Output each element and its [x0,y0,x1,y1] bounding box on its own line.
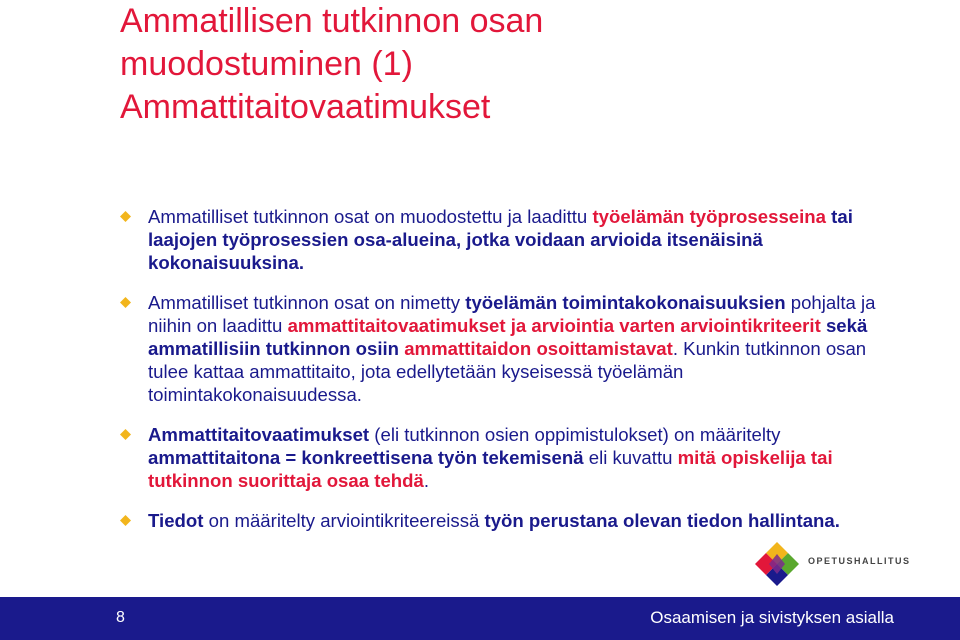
bullet-text-segment: tai laajojen työprosessien osa-alueina, jotka voidaan arvioida itsenäisinä kokonaisuuksina. [148,206,853,273]
bullet-text-segment: sekä ammatillisiin tutkinnon osiin [148,315,868,359]
bullet-item [120,291,880,406]
bullet-text-segment: Ammatilliset tutkinnon osat on muodostettu ja laadittu [148,206,593,227]
bullet-text-segment: työelämän toimintakokonaisuuksien [465,292,786,313]
bullet-text-segment: . Kunkin tutkinnon osan tulee kattaa ammattitaito, jota edellytetään kyseisessä työelämän toimintakokonaisuudessa. [148,338,867,405]
bullet-item [120,509,880,532]
bullet-text-segment: Ammatilliset tutkinnon osat on nimetty [148,292,466,313]
bullet-text-segment: työelämän työprosesseina [592,206,826,227]
title-line-1: Ammatillisen tutkinnon osan [120,2,544,40]
bullet-diamond-icon [120,297,131,308]
title-line-3: Ammattitaitovaatimukset [120,88,491,126]
bullet-diamond-icon [120,429,131,440]
bullet-text-segment: pohjalta ja niihin on laadittu [148,292,876,336]
slide-title [120,0,920,129]
bullet-text-segment: (eli tutkinnon osien oppimistulokset) on määritelty [369,424,781,445]
footer-bar [0,597,960,640]
bullet-text-segment: Tiedot [148,510,204,531]
opetushallitus-logo [752,540,911,588]
bullet-text-segment: ammattitaitona = konkreettisena työn tekemisenä [148,447,584,468]
bullet-diamond-icon [120,211,131,222]
bullet-text-segment: Ammattitaitovaatimukset [148,424,370,445]
footer-tagline: Osaamisen ja sivistyksen asialla [650,608,894,627]
bullet-text-segment: ammattitaidon osoittamistavat [404,338,673,359]
bullet-text-segment: on määritelty arviointikriteereissä [203,510,485,531]
bullet-text-segment: työn perustana olevan tiedon hallintana. [484,510,840,531]
bullet-item [120,423,880,492]
bullet-text-segment: mitä opiskelija tai tutkinnon suorittaja osaa tehdä [148,447,833,491]
bullet-text-segment: ammattitaitovaatimukset ja arviointia varten arviointikriteerit [287,315,821,336]
diamond-logo-icon [752,540,802,588]
bullet-diamond-icon [120,515,131,526]
bullet-item [120,205,880,274]
title-line-2: muodostuminen (1) [120,45,413,83]
bullet-text-segment: . [423,470,430,491]
bullet-text-segment: eli kuvattu [583,447,678,468]
page-number: 8 [116,609,125,626]
logo-text: OPETUSHALLITUS [808,556,911,566]
bullet-list [120,205,880,549]
